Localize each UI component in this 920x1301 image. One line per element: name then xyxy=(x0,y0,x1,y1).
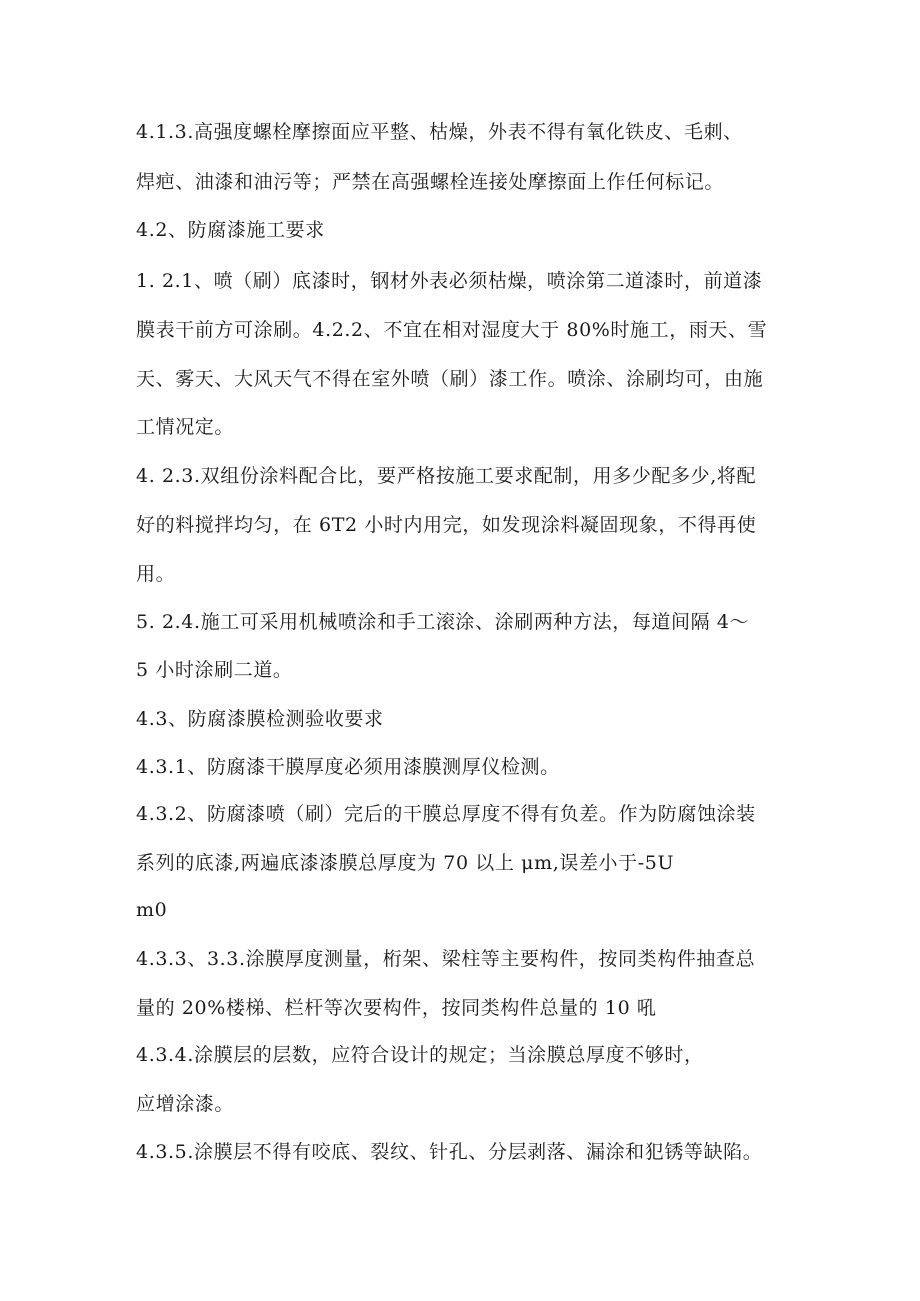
text-line: 量的 20%楼梯、栏杆等次要构件，按同类构件总量的 10 吼 xyxy=(136,997,657,1019)
text-line: 工情况定。 xyxy=(136,416,235,438)
text-line: 4.3.3、3.3.涂膜厚度测量，桁架、梁柱等主要构件，按同类构件抽查总 xyxy=(136,948,756,970)
text-line: 膜表干前方可涂刷。4.2.2、不宜在相对湿度大于 80%时施工，雨天、雪 xyxy=(136,319,768,341)
text-line: 天、雾天、大风天气不得在室外喷（刷）漆工作。喷涂、涂刷均可，由施 xyxy=(136,368,764,390)
text-line: 4.3.4.涂膜层的层数，应符合设计的规定；当涂膜总厚度不够时， xyxy=(136,1044,704,1066)
text-line: 应增涂漆。 xyxy=(136,1093,235,1115)
text-line: 焊疤、油漆和油污等；严禁在高强螺栓连接处摩擦面上作任何标记。 xyxy=(136,171,725,193)
text-line: 4.3.5.涂膜层不得有咬底、裂纹、针孔、分层剥落、漏涂和犯锈等缺陷。 xyxy=(136,1141,763,1163)
text-line: 5. 2.4.施工可采用机械喷涂和手工滚涂、涂刷两种方法，每道间隔 4～ xyxy=(136,611,750,633)
text-line: 1. 2.1、喷（刷）底漆时，钢材外表必须枯燥，喷涂第二道漆时，前道漆 xyxy=(136,270,763,292)
text-line: 5 小时涂刷二道。 xyxy=(136,659,293,681)
text-line: 用。 xyxy=(136,563,176,585)
text-line: 好的料搅拌均匀，在 6T2 小时内用完，如发现涂料凝固现象，不得再使 xyxy=(136,514,757,536)
section-heading: 4.2、防腐漆施工要求 xyxy=(136,219,325,241)
text-line: 4. 2.3.双组份涂料配合比，要严格按施工要求配制，用多少配多少,将配 xyxy=(136,465,757,487)
text-line: 4.3.2、防腐漆喷（刷）完后的干膜总厚度不得有负差。作为防腐蚀涂装 xyxy=(136,803,756,825)
text-line: 4.1.3.高强度螺栓摩擦面应平整、枯燥，外表不得有氧化铁皮、毛刺、 xyxy=(136,121,743,143)
text-line: 系列的底漆,两遍底漆漆膜总厚度为 70 以上 μm,误差小于-5U xyxy=(136,852,675,874)
text-line: 4.3.1、防腐漆干膜厚度必须用漆膜测厚仪检测。 xyxy=(136,756,560,778)
section-heading: 4.3、防腐漆膜检测验收要求 xyxy=(136,708,384,730)
text-line: m0 xyxy=(136,899,168,921)
